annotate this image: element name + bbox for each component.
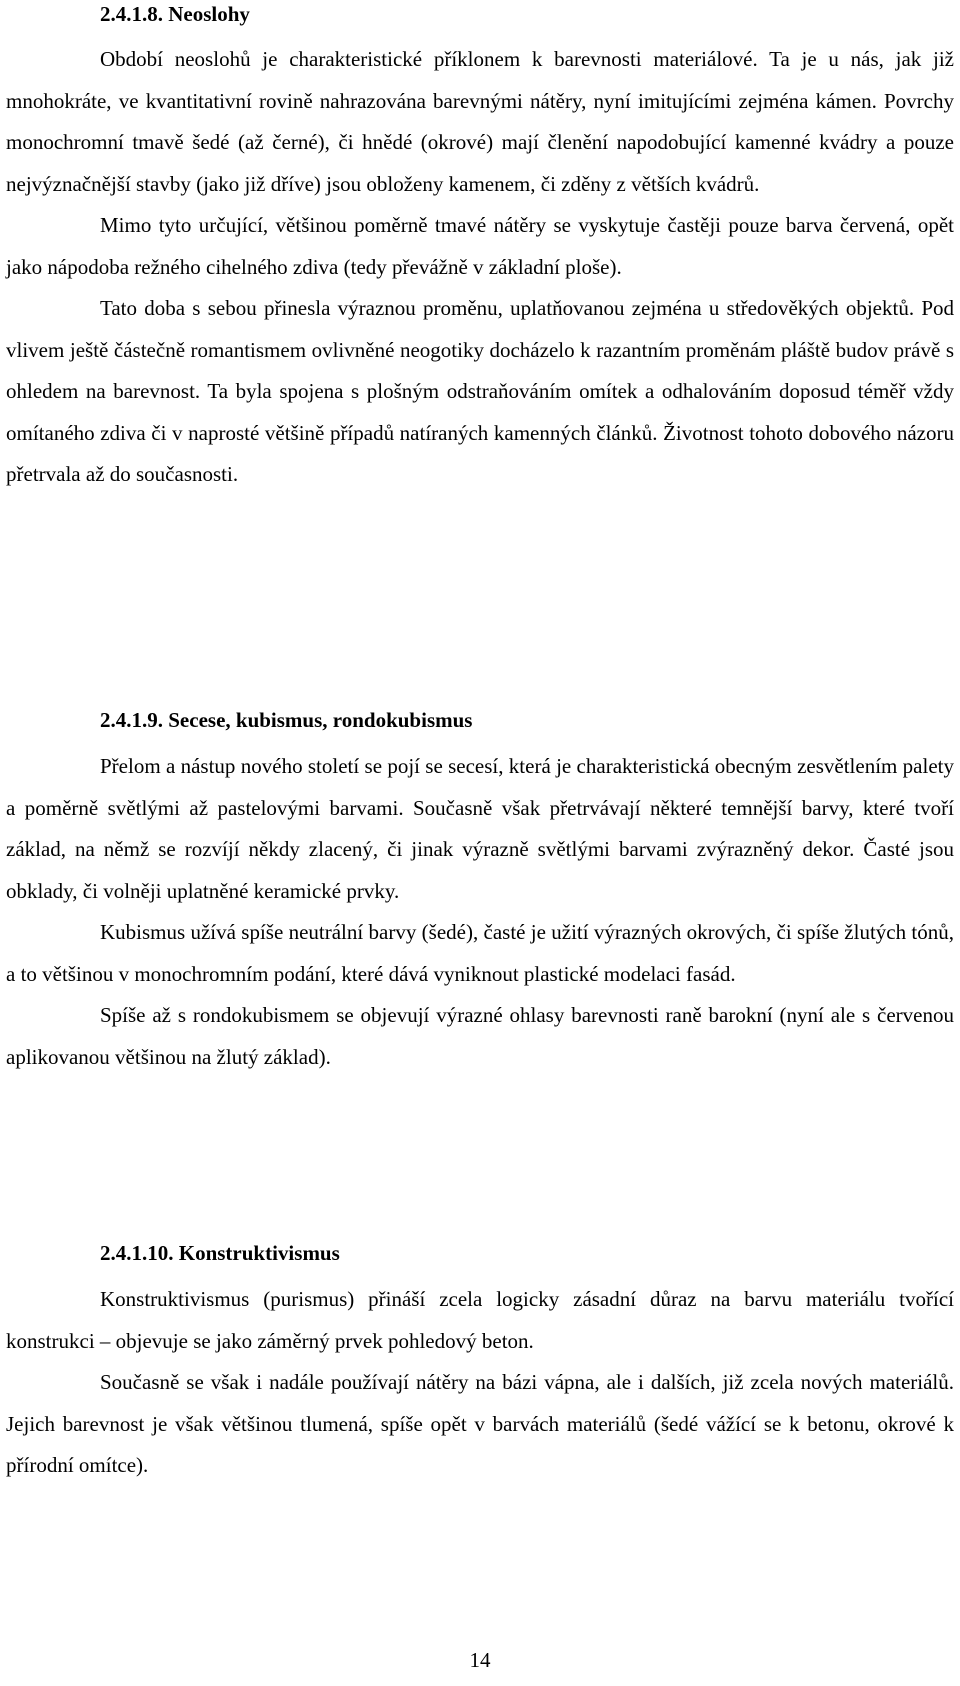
page-number: 14 bbox=[469, 1648, 491, 1672]
section-heading: 2.4.1.10. Konstruktivismus bbox=[100, 1241, 340, 1265]
paragraph: Kubismus užívá spíše neutrální barvy (šedé), časté je užití výrazných okrových, či spíše žlutých tónů, a to většinou v monochromním podání, které dává vyniknout plastické modelaci fasád. bbox=[6, 920, 954, 986]
section-heading: 2.4.1.8. Neoslohy bbox=[100, 2, 250, 26]
paragraph: Spíše až s rondokubismem se objevují výrazné ohlasy barevnosti raně barokní (nyní ale s červenou aplikovanou většinou na žlutý základ). bbox=[6, 1003, 954, 1069]
section-konstruktivismus bbox=[6, 1239, 954, 1487]
paragraph: Mimo tyto určující, většinou poměrně tmavé nátěry se vyskytuje častěji pouze barva červená, opět jako nápodoba režného cihelného zdiva (tedy převážně v základní ploše). bbox=[6, 213, 954, 279]
paragraph: Období neoslohů je charakteristické příklonem k barevnosti materiálové. Ta je u nás, jak již mnohokráte, ve kvantitativní rovině nahrazována barevnými nátěry, nyní imitujícími zejména kámen. Povrchy monochromní tmavě šedé (až černé), či hnědé (okrové) mají členění napodobující kamenné kvádry a pouze nejvýznačnější stavby (jako již dříve) jsou obloženy kamenem, či zděny z větších kvádrů. bbox=[6, 47, 954, 196]
section-heading: 2.4.1.9. Secese, kubismus, rondokubismus bbox=[100, 708, 473, 732]
section-neoslohy bbox=[6, 0, 954, 496]
paragraph: Konstruktivismus (purismus) přináší zcela logicky zásadní důraz na barvu materiálu tvořící konstrukci – objevuje se jako záměrný prvek pohledový beton. bbox=[6, 1287, 954, 1353]
paragraph: Přelom a nástup nového století se pojí se secesí, která je charakteristická obecným zesvětlením palety a poměrně světlými až pastelovými barvami. Současně však přetrvávají některé temnější barvy, které tvoří základ, na němž se rozvíjí někdy zlacený, či jinak výrazně světlými barvami zvýrazněný dekor. Časté jsou obklady, či volněji uplatněné keramické prvky. bbox=[6, 754, 954, 903]
paragraph: Tato doba s sebou přinesla výraznou proměnu, uplatňovanou zejména u středověkých objektů. Pod vlivem ještě částečně romantismem ovlivněné neogotiky docházelo k razantním proměnám pláště budov právě s ohledem na barevnost. Ta byla spojena s plošným odstraňováním omítek a odhalováním doposud téměř vždy omítaného zdiva či v naprosté většině případů natíraných kamenných článků. Životnost tohoto dobového názoru přetrvala až do současnosti. bbox=[6, 296, 954, 486]
section-secese bbox=[6, 706, 954, 1078]
paragraph: Současně se však i nadále používají nátěry na bázi vápna, ale i dalších, již zcela nových materiálů. Jejich barevnost je však většinou tlumená, spíše opět v barvách materiálů (šedé vážící se k betonu, okrové k přírodní omítce). bbox=[6, 1370, 954, 1477]
